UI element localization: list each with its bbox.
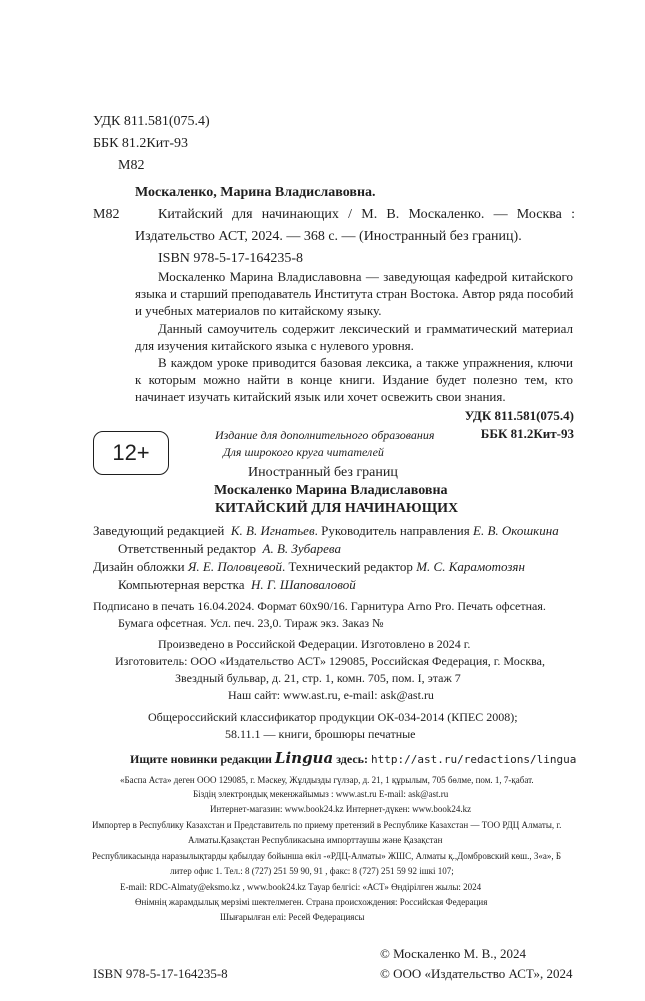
credit-name-layout: Н. Г. Шаповаловой	[251, 577, 356, 592]
book-title: КИТАЙСКИЙ ДЛЯ НАЧИНАЮЩИХ	[215, 501, 459, 516]
credits-line-3	[93, 560, 525, 573]
credit-name-cover-design: Я. Е. Половцевой	[187, 559, 282, 574]
annotation-line-2: языка и старший преподаватель Института стран Востока. Автор ряда пособий	[135, 286, 574, 301]
annotation-line-4: Данный самоучитель содержит лексический и грамматический материал	[158, 321, 573, 336]
lingua-url[interactable]: http://ast.ru/redactions/lingua	[371, 753, 577, 766]
bbk-header: ББК 81.2Кит-93	[93, 136, 189, 151]
small-print-line-2: Біздің электрондық мекенжайымыз : www.ast.ru E-mail: ask@ast.ru	[193, 789, 449, 799]
search-line	[130, 751, 576, 766]
small-print-line-6: Республикасында наразылықтарды қабылдау бойынша өкіл -«РДЦ-Алматы» ЖШС, Алматы қ.,Домбровский көш., 3«а», Б	[92, 851, 562, 861]
credit-label-direction-head: . Руководитель направления	[314, 523, 470, 538]
production-line-4: Наш сайт: www.ast.ru, e-mail: ask@ast.ru	[228, 688, 434, 702]
credit-name-head-editor: К. В. Игнатьев	[230, 523, 315, 538]
book-author: Москаленко Марина Владиславовна	[214, 483, 448, 498]
udk-classification: УДК 811.581(075.4)	[464, 408, 574, 423]
classifier-line-1: Общероссийский классификатор продукции ОК-034-2014 (КПЕС 2008);	[148, 710, 518, 724]
search-lead: Ищите новинки редакции	[130, 752, 272, 766]
credit-name-responsible-editor: А. В. Зубарева	[262, 541, 341, 556]
author-mark-catalog: М82	[93, 207, 120, 222]
print-info-line-2: Бумага офсетная. Усл. печ. 23,0. Тираж экз. Заказ №	[118, 616, 384, 630]
age-rating-badge: 12+	[93, 431, 169, 475]
small-print-line-1: «Баспа Аста» деген ООО 129085, г. Мәскеу, Жұлдызды гүлзар, д. 21, 1 құрылым, 705 бөлме, пом. 1, 7-қабат.	[120, 775, 534, 785]
credit-label-tech-editor: . Технический редактор	[281, 559, 413, 574]
footer-isbn: ISBN 978-5-17-164235-8	[93, 966, 228, 981]
credit-label-responsible-editor: Ответственный редактор	[118, 541, 257, 556]
udk-header: УДК 811.581(075.4)	[93, 114, 210, 129]
print-info-line-1: Подписано в печать 16.04.2024. Формат 60х90/16. Гарнитура Arno Pro. Печать офсетная.	[93, 599, 546, 613]
credits-line-2	[118, 542, 341, 555]
classifier-line-2: 58.11.1 — книги, брошюры печатные	[225, 727, 416, 741]
credit-name-tech-editor: М. С. Карамотозян	[416, 559, 525, 574]
credits-line-4	[118, 578, 356, 591]
small-print-line-7: литер офис 1. Тел.: 8 (727) 251 59 90, 91 , факс: 8 (727) 251 59 92 ішкі 107;	[170, 866, 454, 876]
catalog-description-line-2: Издательство АСТ, 2024. — 368 с. — (Иностранный без границ).	[135, 229, 522, 244]
credit-label-head-editor: Заведующий редакцией	[93, 523, 225, 538]
annotation-line-3: и учебных материалов по китайскому языку.	[135, 303, 382, 318]
lingua-logo: Lingua	[274, 749, 334, 767]
production-line-2: Изготовитель: ООО «Издательство АСТ» 129085, Российская Федерация, г. Москва,	[115, 654, 545, 668]
credit-label-cover-design: Дизайн обложки	[93, 559, 185, 574]
annotation-line-1: Москаленко Марина Владиславовна — заведующая кафедрой китайского	[158, 269, 573, 284]
series-name: Иностранный без границ	[248, 465, 398, 480]
credits-line-1	[93, 524, 559, 537]
credit-label-layout: Компьютерная верстка	[118, 577, 245, 592]
author-mark-header: М82	[118, 158, 145, 173]
copyright-author: © Москаленко М. В., 2024	[380, 946, 527, 961]
bbk-classification: ББК 81.2Кит-93	[480, 426, 574, 441]
production-line-1: Произведено в Российской Федерации. Изготовлено в 2024 г.	[158, 637, 471, 651]
edition-purpose: Издание для дополнительного образования	[215, 428, 435, 442]
catalog-isbn: ISBN 978-5-17-164235-8	[158, 251, 304, 266]
small-print-line-8: E-mail: RDC-Almaty@eksmo.kz , www.book24.kz Тауар белгісі: «АСТ» Өндірілген жылы: 2024	[120, 882, 482, 892]
small-print-line-9: Өнімнің жарамдылық мерзімі шектелмеген. Страна происхождения: Российская Федерация	[135, 897, 488, 907]
copyright-publisher: © ООО «Издательство АСТ», 2024	[380, 966, 573, 981]
production-line-3: Звездный бульвар, д. 21, стр. 1, комн. 705, пом. I, этаж 7	[175, 671, 461, 685]
small-print-line-4: Импортер в Республику Казахстан и Представитель по приему претензий в Республике Казахстан — ТОО РДЦ Алматы, г.	[92, 820, 562, 830]
small-print-line-5: Алматы.Қазақстан Республикасына импорттаушы және Қазақстан	[188, 835, 443, 845]
small-print-line-3: Интернет-магазин: www.book24.kz Интернет-дүкен: www.book24.kz	[210, 804, 472, 814]
annotation-line-8: начинает изучать китайский язык или хочет освежить свои знания.	[135, 389, 506, 404]
annotation-line-6: В каждом уроке приводится базовая лексика, а также упражнения, ключи	[158, 355, 573, 370]
annotation-line-5: для изучения китайского языка с нулевого уровня.	[135, 338, 414, 353]
author-heading: Москаленко, Марина Владиславовна.	[135, 185, 376, 200]
catalog-description-line-1: Китайский для начинающих / М. В. Москаленко. — Москва :	[158, 207, 575, 222]
edition-audience: Для широкого круга читателей	[223, 445, 384, 459]
annotation-line-7: к которым можно найти в конце книги. Издание будет полезно тем, кто	[135, 372, 573, 387]
search-tail: здесь:	[336, 752, 369, 766]
credit-name-direction-head: Е. В. Окошкина	[473, 523, 559, 538]
small-print-line-10: Шығарылған елі: Ресей Федерациясы	[220, 912, 365, 922]
